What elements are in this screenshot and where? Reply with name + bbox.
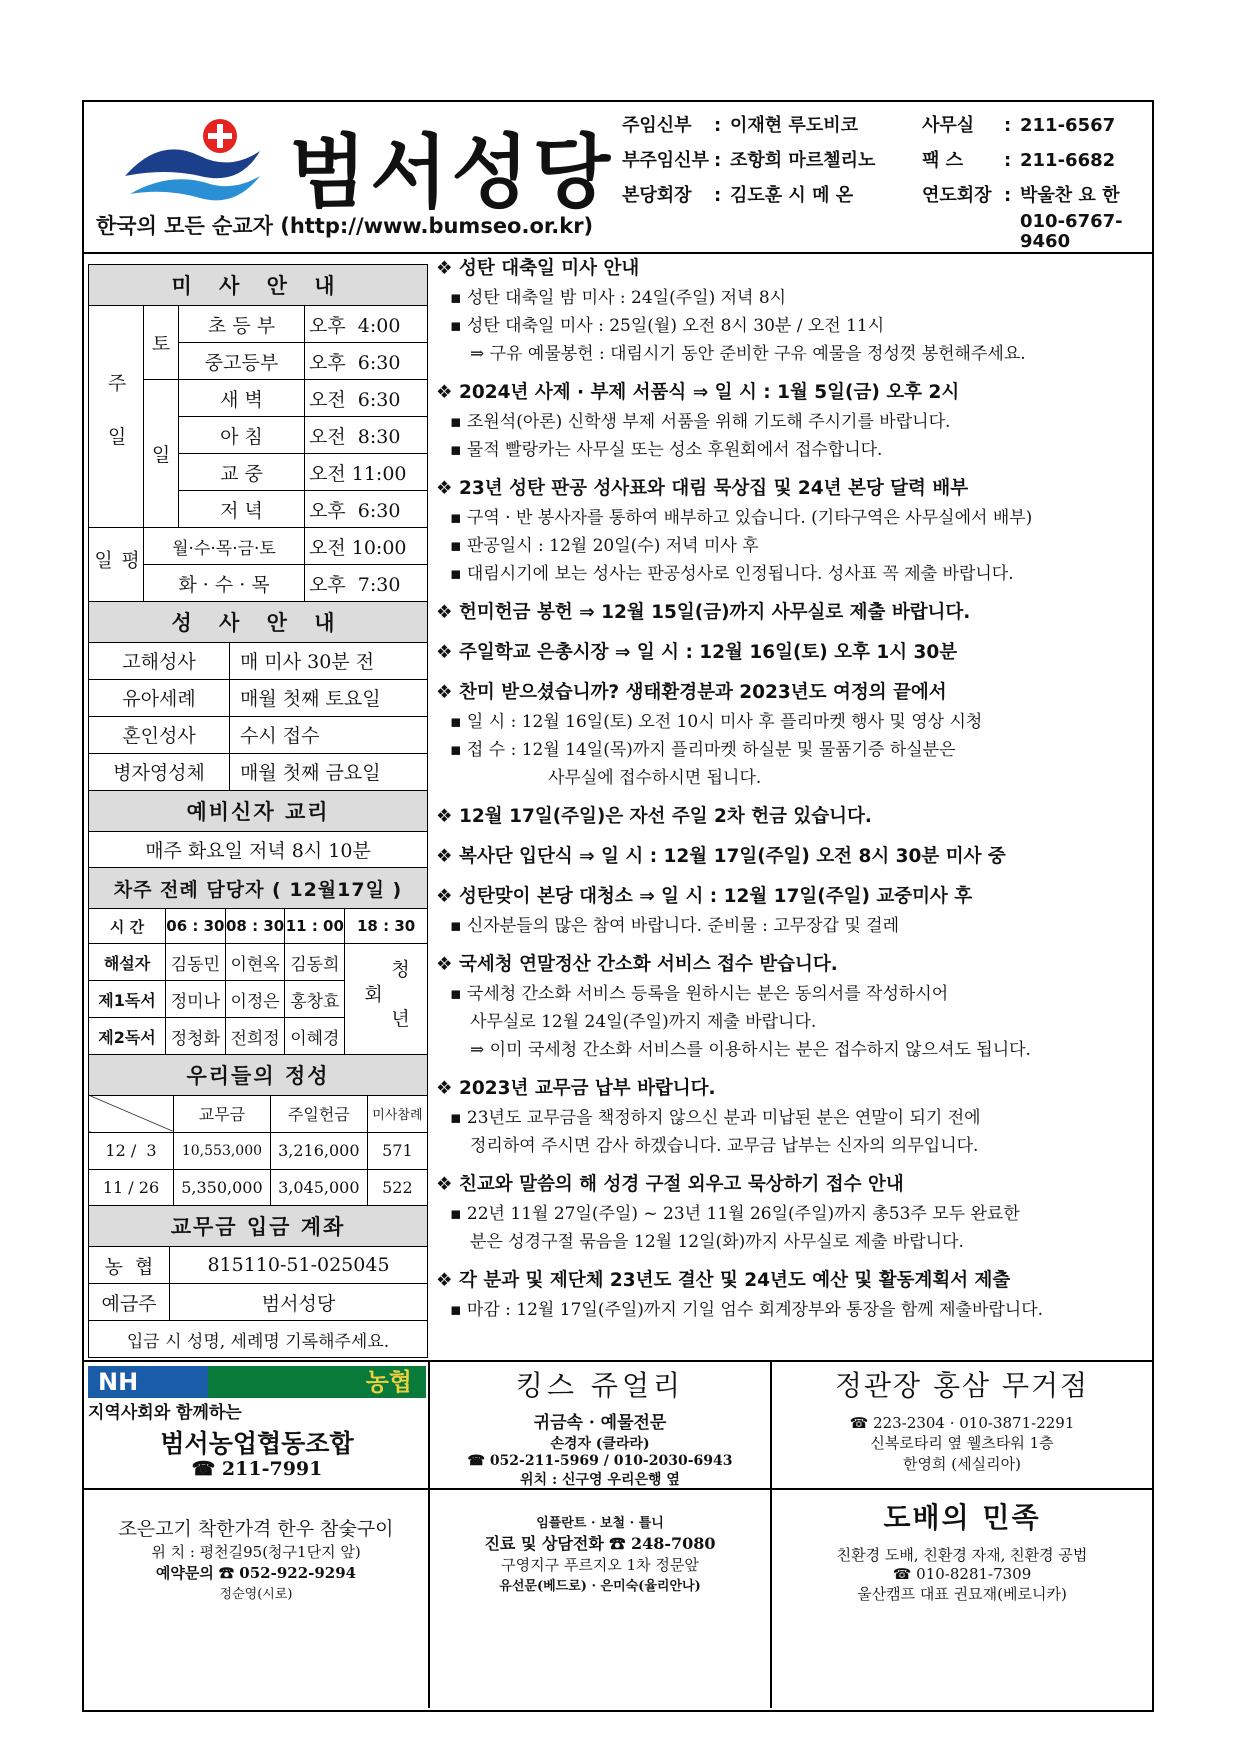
ginseng-name: 정관장 홍삼 무거점 [834,1369,1090,1402]
clinic-phone: 진료 및 상담전화 ☎ 248-7080 [484,1534,716,1553]
nh-logo: NH [88,1366,208,1398]
offering-date: 12 / 3 [89,1132,174,1169]
section-title: 차주 전례 담당자 ( 12월17일 ) [89,868,428,909]
church-subtitle: 한국의 모든 순교자 (http://www.bumseo.or.kr) [96,214,594,238]
sunday-label: 주 일 [89,306,144,528]
mass-time: 오전 8:30 [305,417,428,454]
notice-line: ▪ 신자분들의 많은 참여 바랍니다. 준비물 : 고무장갑 및 걸레 [450,916,899,936]
ad-nh [84,1362,430,1488]
ad-ginseng [772,1362,1152,1488]
mass-name: 저 녁 [179,491,305,528]
wallpaper-name: 도배의 민족 [883,1501,1041,1534]
notice-line: ▪ 일 시 : 12월 16일(토) 오전 10시 미사 후 플리마켓 행사 및 영상 시청 [450,712,983,732]
notice-title: ❖ 친교와 말씀의 해 성경 구절 외우고 묵상하기 접수 안내 [436,1174,904,1195]
notice-title: ❖ 성탄맞이 본당 대청소 ⇒ 일 시 : 12월 17일(주일) 교중미사 후 [436,886,973,907]
person-name: 정청화 [166,1018,226,1055]
wallpaper-owner: 울산캠프 대표 권묘재(베로니카) [857,1585,1067,1603]
mass-table [88,264,428,602]
ginseng-phone: ☎ 223-2304 · 010-3871-2291 [849,1414,1075,1432]
mass-time: 오전 6:30 [305,380,428,417]
notice-title: ❖ 헌미헌금 봉헌 ⇒ 12월 15일(금)까지 사무실로 제출 바랍니다. [436,602,971,623]
offering-value: 3,045,000 [270,1169,367,1206]
staff-value: 조항희 마르첼리노 [730,150,876,171]
liturgy-table [88,867,428,1055]
ad-clinic [430,1490,772,1708]
notice-line: ▪ 성탄 대축일 미사 : 25일(월) 오전 8시 30분 / 오전 11시 [450,316,885,336]
sunday-day-label: 일 [144,380,179,528]
mass-time: 오후 6:30 [305,343,428,380]
sacrament-name: 유아세례 [89,679,230,716]
notice-title: ❖ 성탄 대축일 미사 안내 [436,258,640,279]
staff-label: 팩 스 [922,150,964,171]
clinic-services: 임플란트 · 보철 · 틀니 [536,1516,664,1531]
person-name: 정미나 [166,981,226,1018]
sacrament-name: 고해성사 [89,642,230,679]
notice-line: ▪ 국세청 간소화 서비스 등록을 원하시는 분은 동의서를 작성하시어 [450,984,949,1004]
mass-time: 오전 10:00 [305,528,428,565]
notice-item [436,802,1152,842]
notice-item [436,950,1152,1074]
notice-item [436,254,1152,378]
staff-label: 연도회장 [922,185,992,206]
col-header: 교무금 [174,1095,271,1132]
nh-logo-bar [88,1366,426,1398]
notice-item [436,638,1152,678]
person-name: 이정은 [225,981,285,1018]
notice-line: ▪ 대림시기에 보는 성사는 판공성사로 인정됩니다. 성사표 꼭 제출 바랍니다. [450,564,1014,584]
account-number: 815110-51-025045 [170,1247,428,1284]
holder-label: 예금주 [89,1284,170,1321]
time-slot: 08 : 30 [225,909,285,944]
person-name: 김동민 [166,944,226,981]
youth-group: 청 년 회 [345,944,428,1055]
notice-line: ▪ 판공일시 : 12월 20일(수) 저녁 미사 후 [450,536,759,556]
staff-value: 박울찬 요 한 [1020,185,1120,206]
sacrament-value: 매월 첫째 금요일 [230,753,428,790]
notice-title: ❖ 복사단 입단식 ⇒ 일 시 : 12월 17일(주일) 오전 8시 30분 미사 중 [436,846,1006,867]
person-name: 이혜경 [285,1018,345,1055]
nh-phone: ☎ 211-7991 [191,1458,323,1480]
staff-label: 부주임신부 [622,150,709,171]
nh-name: 범서농업협동조합 [160,1429,354,1458]
notice-line: ▪ 구역 · 반 봉사자를 통하여 배부하고 있습니다. (기타구역은 사무실에서 배부) [450,508,1033,528]
mass-name: 새 벽 [179,380,305,417]
offering-value: 5,350,000 [174,1169,271,1206]
time-slot: 11 : 00 [285,909,345,944]
person-name: 홍창효 [285,981,345,1018]
notice-line: 분은 성경구절 묶음을 12월 12일(화)까지 사무실로 제출 바랍니다. [470,1232,964,1252]
mass-name: 화 · 수 · 목 [144,565,305,602]
section-title: 우리들의 정성 [89,1054,428,1095]
wallpaper-desc: 친환경 도배, 친환경 자재, 친환경 공법 [836,1546,1088,1564]
ginseng-location: 신복로타리 옆 웰츠타워 1층 [870,1434,1054,1452]
notice-title: ❖ 2023년 교무금 납부 바랍니다. [436,1078,716,1099]
person-name: 이현옥 [225,944,285,981]
sacrament-value: 수시 접수 [230,716,428,753]
notice-line: ⇒ 이미 국세청 간소화 서비스를 이용하시는 분은 접수하지 않으셔도 됩니다. [470,1040,1031,1060]
section-title: 성 사 안 내 [89,601,428,642]
notice-item [436,474,1152,598]
offering-value: 10,553,000 [174,1132,271,1169]
time-slot: 06 : 30 [166,909,226,944]
staff-value: 김도훈 시 메 온 [730,185,854,206]
time-label: 시 간 [89,909,166,944]
saturday-label: 토 [144,306,179,380]
section-title: 미 사 안 내 [89,265,428,306]
account-table [88,1205,428,1358]
mass-name: 교 중 [179,454,305,491]
notice-title: ❖ 12월 17일(주일)은 자선 주일 2차 헌금 있습니다. [436,806,872,827]
header [84,102,1152,254]
staff-value: 211-6682 [1020,150,1116,171]
sacrament-value: 매 미사 30분 전 [230,642,428,679]
notice-line: ▪ 조원석(아론) 신학생 부제 서품을 위해 기도해 주시기를 바랍니다. [450,412,951,432]
notice-line: ▪ 물적 빨랑카는 사무실 또는 성소 후원회에서 접수합니다. [450,440,883,460]
offering-date: 11 / 26 [89,1169,174,1206]
ad-wallpaper [772,1490,1152,1708]
staff-row: 부주임신부 : 조항희 마르첼리노 팩 스 : 211-6682 [622,143,1152,178]
notice-title: ❖ 23년 성탄 판공 성사표와 대림 묵상집 및 24년 본당 달력 배부 [436,478,969,499]
kings-name: 킹스 쥬얼리 [515,1369,685,1402]
section-title: 교무금 입금 계좌 [89,1206,428,1247]
notice-item [436,1074,1152,1170]
diagonal-header-cell [89,1095,174,1132]
notice-item [436,598,1152,638]
bulletin-frame [82,100,1154,1712]
notice-title: ❖ 2024년 사제 · 부제 서품식 ⇒ 일 시 : 1월 5일(금) 오후 2시 [436,382,960,403]
mass-name: 초 등 부 [179,306,305,343]
offering-value: 571 [367,1132,427,1169]
mass-name: 아 침 [179,417,305,454]
staff-label: 주임신부 [622,115,692,136]
offering-value: 3,216,000 [270,1132,367,1169]
role-label: 해설자 [89,944,166,981]
meat-name: 조은고기 착한가격 한우 참숯구이 [118,1518,394,1540]
ads-area [84,1360,1152,1712]
kings-sub: 귀금속 · 예물전문 [533,1413,667,1433]
staff-value: 이재현 루도비코 [730,115,858,136]
mass-time: 오후 4:00 [305,306,428,343]
church-logo-icon [120,116,270,212]
weekday-label: 평 일 [89,528,144,602]
kings-location: 위치 : 신구영 우리은행 옆 [520,1472,680,1488]
staff-row: 주임신부 : 이재현 루도비코 사무실 : 211-6567 [622,108,1152,143]
notice-title: ❖ 주일학교 은총시장 ⇒ 일 시 : 12월 16일(토) 오후 1시 30분 [436,642,958,663]
ad-kings-jewelry [430,1362,772,1488]
notice-line: ▪ 마감 : 12월 17일(주일)까지 기일 엄수 회계장부와 통장을 함께 제출바랍니다. [450,1300,1044,1320]
notice-column [436,254,1152,1334]
church-name: 범서성당 [289,126,615,219]
notice-item [436,1266,1152,1334]
notice-line: ▪ 22년 11월 27일(주일) ~ 23년 11월 26일(주일)까지 총53주 모두 완료한 [450,1204,1020,1224]
notice-title: ❖ 찬미 받으셨습니까? 생태환경분과 2023년도 여정의 끝에서 [436,682,947,703]
section-title: 예비신자 교리 [89,790,428,831]
nh-tagline: 지역사회와 함께하는 [88,1403,242,1423]
kings-owner: 손경자 (클라라) [550,1436,650,1452]
wallpaper-phone: ☎ 010-8281-7309 [892,1565,1032,1583]
nh-logo-text: 농협 [365,1368,412,1396]
notice-line: ▪ 접 수 : 12월 14일(목)까지 플리마켓 하실분 및 물품기증 하실분은 [450,740,956,760]
mass-time: 오후 6:30 [305,491,428,528]
col-header: 미사참례 [367,1095,427,1132]
staff-value: 211-6567 [1020,115,1116,136]
clinic-owners: 유선문(베드로) · 은미숙(율리안나) [499,1579,701,1594]
notice-title: ❖ 각 분과 및 제단체 23년도 결산 및 24년도 예산 및 활동계획서 제출 [436,1270,1011,1291]
clinic-location: 구영지구 푸르지오 1차 정문앞 [501,1556,699,1574]
catechumen-schedule: 매주 화요일 저녁 8시 10분 [89,831,428,868]
account-holder: 범서성당 [170,1284,428,1321]
meat-location: 위 치 : 평천길95(청구1단지 앞) [151,1543,361,1561]
notice-title: ❖ 국세청 연말정산 간소화 서비스 접수 받습니다. [436,954,838,975]
staff-label: 사무실 [922,115,975,136]
notice-line: ⇒ 구유 예물봉헌 : 대림시기 동안 준비한 구유 예물을 정성껏 봉헌해주세요. [470,344,1026,364]
mass-time: 오전 11:00 [305,454,428,491]
bank-label: 농 협 [89,1247,170,1284]
offering-table [88,1054,428,1207]
person-name: 전희정 [225,1018,285,1055]
notice-item [436,1170,1152,1266]
notice-line: 정리하여 주시면 감사 하겠습니다. 교무금 납부는 신자의 의무입니다. [470,1136,979,1156]
staff-label: 본당회장 [622,185,692,206]
notice-line: ▪ 23년도 교무금을 책정하지 않으신 분과 미납된 분은 연말이 되기 전에 [450,1108,981,1128]
kings-phone: ☎ 052-211-5969 / 010-2030-6943 [467,1453,733,1469]
notice-item [436,378,1152,474]
col-header: 주일헌금 [270,1095,367,1132]
notice-line: ▪ 성탄 대축일 밤 미사 : 24일(주일) 저녁 8시 [450,288,787,308]
notice-line: 사무실에 접수하시면 됩니다. [548,768,762,788]
yeondo-phone: 010-6767-9460 [1020,211,1123,252]
sacrament-table [88,601,428,869]
person-name: 김동희 [285,944,345,981]
notice-item [436,882,1152,950]
time-slot: 18 : 30 [345,909,428,944]
ad-meat [84,1490,430,1708]
staff-list [622,108,1152,252]
sacrament-name: 혼인성사 [89,716,230,753]
offering-value: 522 [367,1169,427,1206]
sacrament-name: 병자영성체 [89,753,230,790]
sacrament-value: 매월 첫째 토요일 [230,679,428,716]
notice-line: 사무실로 12월 24일(주일)까지 제출 바랍니다. [470,1012,817,1032]
notice-item [436,842,1152,882]
meat-owner: 정순영(시로) [219,1587,293,1602]
left-column [88,264,428,1358]
mass-name: 월·수·목·금·토 [144,528,305,565]
ginseng-owner: 한영희 (세실리아) [903,1455,1021,1473]
account-note: 입금 시 성명, 세례명 기록해주세요. [89,1321,428,1358]
role-label: 제2독서 [89,1018,166,1055]
notice-item [436,678,1152,802]
meat-phone: 예약문의 ☎ 052-922-9294 [155,1564,357,1582]
staff-row: 본당회장 : 김도훈 시 메 온 연도회장 : 박울찬 요 한 [622,178,1152,213]
mass-name: 중고등부 [179,343,305,380]
mass-time: 오후 7:30 [305,565,428,602]
role-label: 제1독서 [89,981,166,1018]
